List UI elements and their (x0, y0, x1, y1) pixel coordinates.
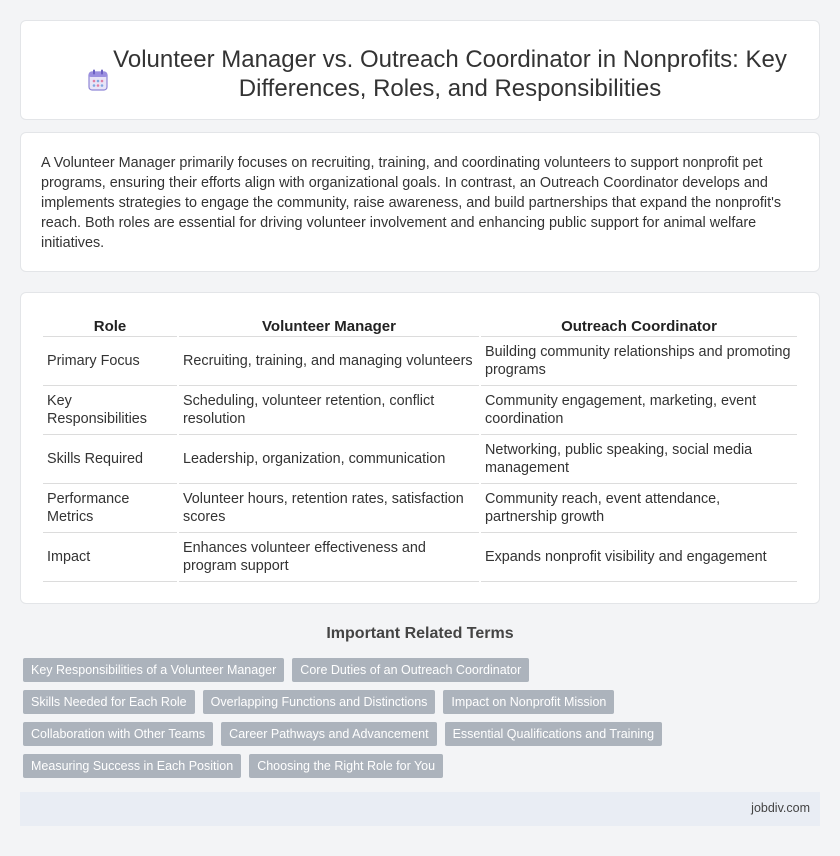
intro-card (20, 132, 820, 272)
header-outreach-coordinator: Outreach Coordinator (481, 315, 797, 337)
related-terms-list (23, 658, 703, 786)
footer-site-link[interactable]: jobdiv.com (751, 801, 810, 815)
related-term-tag[interactable]: Core Duties of an Outreach Coordinator (292, 658, 529, 682)
intro-paragraph: A Volunteer Manager primarily focuses on recruiting, training, and coordinating volunteers to support nonprofit pet programs, ensuring their efforts align with organizational goals. In contrast, an Outreach Coordinator develops and implements strategies to engage the community, raise awareness, and build partnerships that expand the nonprofit's reach. Both roles are essential for driving volunteer involvement and enhancing public support for animal welfare initiatives. (41, 155, 782, 251)
related-term-tag[interactable]: Choosing the Right Role for You (249, 754, 443, 778)
outreach-coordinator-cell: Community engagement, marketing, event coordination (481, 386, 797, 435)
row-label: Performance Metrics (43, 484, 177, 533)
table-row (43, 435, 797, 484)
header-role: Role (43, 315, 177, 337)
table-row (43, 484, 797, 533)
row-label: Skills Required (43, 435, 177, 484)
related-term-tag[interactable]: Measuring Success in Each Position (23, 754, 241, 778)
related-term-tag[interactable]: Career Pathways and Advancement (221, 722, 436, 746)
related-term-tag[interactable]: Essential Qualifications and Training (445, 722, 663, 746)
volunteer-manager-cell: Enhances volunteer effectiveness and program support (179, 533, 479, 582)
volunteer-manager-cell: Scheduling, volunteer retention, conflict resolution (179, 386, 479, 435)
footer (20, 792, 820, 826)
title-card (20, 20, 820, 120)
related-term-tag[interactable]: Overlapping Functions and Distinctions (203, 690, 436, 714)
related-terms-heading: Important Related Terms (326, 625, 514, 642)
page-title: Volunteer Manager vs. Outreach Coordinator in Nonprofits: Key Differences, Roles, and Responsibilities (113, 46, 787, 102)
related-term-tag[interactable]: Collaboration with Other Teams (23, 722, 213, 746)
table-row (43, 533, 797, 582)
outreach-coordinator-cell: Community reach, event attendance, partnership growth (481, 484, 797, 533)
header-volunteer-manager: Volunteer Manager (179, 315, 479, 337)
comparison-table-card (20, 292, 820, 604)
table-row (43, 386, 797, 435)
calendar-icon (87, 68, 109, 92)
row-label: Impact (43, 533, 177, 582)
row-label: Primary Focus (43, 337, 177, 386)
table-header-row (43, 315, 797, 337)
volunteer-manager-cell: Volunteer hours, retention rates, satisfaction scores (179, 484, 479, 533)
outreach-coordinator-cell: Building community relationships and promoting programs (481, 337, 797, 386)
related-term-tag[interactable]: Skills Needed for Each Role (23, 690, 195, 714)
table-row (43, 337, 797, 386)
outreach-coordinator-cell: Expands nonprofit visibility and engagement (481, 533, 797, 582)
related-term-tag[interactable]: Impact on Nonprofit Mission (443, 690, 614, 714)
row-label: Key Responsibilities (43, 386, 177, 435)
outreach-coordinator-cell: Networking, public speaking, social media management (481, 435, 797, 484)
comparison-table (41, 315, 799, 582)
volunteer-manager-cell: Leadership, organization, communication (179, 435, 479, 484)
related-term-tag[interactable]: Key Responsibilities of a Volunteer Manager (23, 658, 284, 682)
volunteer-manager-cell: Recruiting, training, and managing volunteers (179, 337, 479, 386)
